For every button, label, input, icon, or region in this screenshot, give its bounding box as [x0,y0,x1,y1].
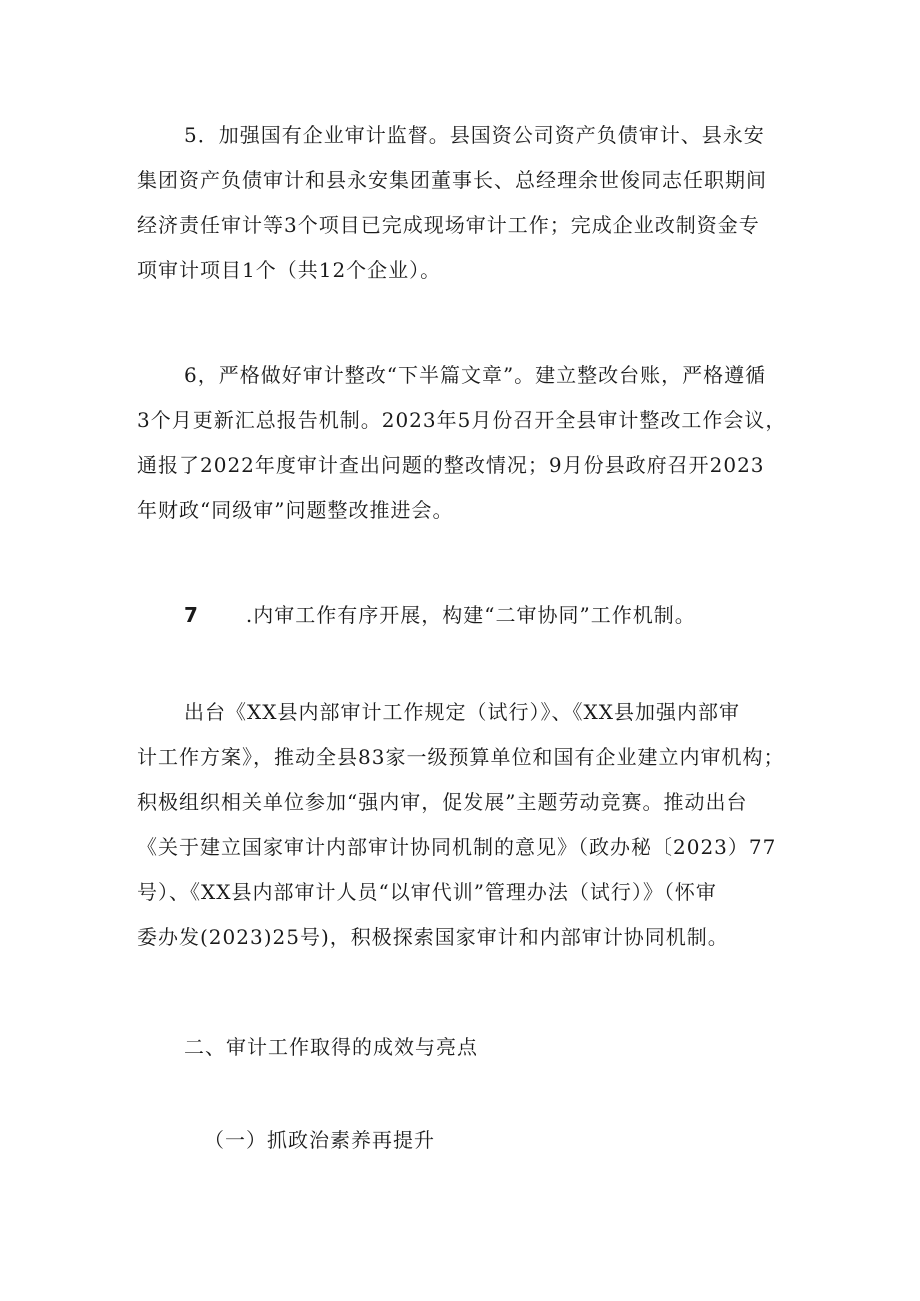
text-line: 计工作方案》，推动全县83家一级预算单位和国有企业建立内审机构； [137,745,785,769]
paragraph-internal-audit [137,690,807,960]
text-line: 集团资产负债审计和县永安集团董事长、总经理余世俊同志任职期间 [137,168,767,192]
sub-heading: （一）抓政治素养再提升 [204,1128,435,1152]
text-line: 委办发(2023)25号)，积极探索国家审计和内部审计协同机制。 [137,925,729,949]
text-line: 出台《XX县内部审计工作规定（试行）》、《XX县加强内部审 [184,700,740,724]
text-line: 积极组织相关单位参加“强内审，促发展”主题劳动竞赛。推动出台 [137,790,748,814]
item-7-heading [184,593,696,638]
text-line: 5．加强国有企业审计监督。县国资公司资产负债审计、县永安 [184,123,765,147]
text-line: 经济责任审计等3个项目已完成现场审计工作；完成企业改制资金专 [137,213,760,237]
item-number: 7 [184,603,198,627]
text-line: 6，严格做好审计整改“下半篇文章”。建立整改台账，严格遵循 [184,363,767,387]
text-line: 3个月更新汇总报告机制。2023年5月份召开全县审计整改工作会议， [137,408,787,432]
section-heading: 二、审计工作取得的成效与亮点 [184,1035,478,1059]
text-line: 年财政“同级审”问题整改推进会。 [137,498,454,522]
text-line: 《关于建立国家审计内部审计协同机制的意见》（政办秘〔2023）77 [137,835,777,859]
item-text: .内审工作有序开展，构建“二审协同”工作机制。 [245,603,696,627]
paragraph-state-enterprise-audit [137,113,807,293]
text-line: 号）、《XX县内部审计人员“以审代训”管理办法（试行）》（怀审 [137,880,717,904]
text-line: 项审计项目1个（共12个企业）。 [137,258,442,282]
paragraph-audit-rectification [137,353,807,533]
text-line: 通报了2022年度审计查出问题的整改情况；9月份县政府召开2023 [137,453,765,477]
